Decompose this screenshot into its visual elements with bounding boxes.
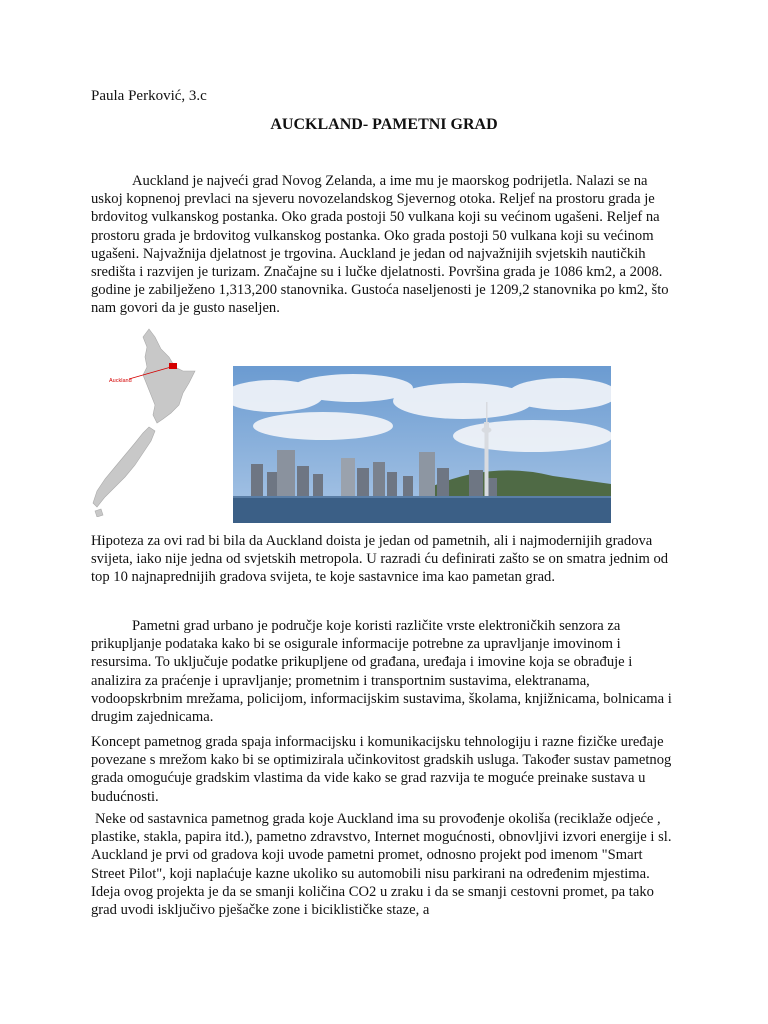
paragraph-intro: Auckland je najveći grad Novog Zelanda, a ime mu je maorskog podrijetla. Nalazi se na uskoj kopnenoj prevlaci na sjeveru novozelandskog Sjevernog otoka. Reljef na prostoru grada je brdovitog vulkanskog postanka. Oko grada postoji 50 vulkana koji su većinom ugašeni. Reljef na prostoru grada je brdovitog vulkanskog postanka. Oko grada postoji 50 vulkana koji su većinom ugašeni. Najvažnija djelatnost je trgovina. Auckland je jedan od najvažnijih svjetskih nautičkih središta i razvijen je turizam. Značajne su i lučke djelatnosti. Površina grada je 1086 km2, a 2008. godine je zabilježeno 1,313,200 stanovnika. Gustoća naseljenosti je 1209,2 stanovnika po km2, što nam govori da je gusto naseljen.	[91, 173, 669, 317]
paragraph-smart-city-definition: Pametni grad urbano je područje koje koristi različite vrste elektroničkih senzora za prikupljanje podataka kako bi se osigurale informacije potrebne za upravljanje imovinom i resursima. To uključuje podatke prikupljene od građana, uređaja i imovine koja se obrađuje i analizira za praćenje i upravljanje; prometnim i transportnim sustavima, elektranama, vodoopskrbnim mrežama, policijom, informacijskim sustavima, školama, knjižnicama, bolnicama i drugim zajednicama.	[91, 618, 672, 726]
auckland-highlight-marker	[169, 363, 177, 369]
north-island-shape	[143, 329, 195, 423]
map-label-auckland: Auckland	[109, 378, 132, 384]
paragraph-smart-city-concept: Koncept pametnog grada spaja informacijsku i komunikacijsku tehnologiju i razne fizičke uređaje povezane s mrežom kako bi se optimizirala učinkovitost gradskih usluga. Također sustav pametnog grada omogućuje gradskim vlastima da vide kako se grad razvija te moguće preinake sustava u budućnosti.	[91, 734, 672, 805]
paragraph-hypothesis: Hipoteza za ovi rad bi bila da Auckland doista je jedan od pametnih, ali i najmodernijih gradova svijeta, iako nije jedna od svjetskih metropola. U razradi ću definirati zašto se on smatra jednim od top 10 najnaprednijih gradova svijeta, te koje sastavnice ima kao pametan grad.	[91, 533, 669, 586]
harbour-water	[233, 496, 611, 523]
auckland-skyline-image	[233, 366, 611, 523]
new-zealand-map-image	[91, 327, 201, 517]
document-title: AUCKLAND- PAMETNI GRAD	[270, 116, 498, 133]
south-island-shape	[93, 427, 155, 507]
author-line: Paula Perković, 3.c	[91, 88, 207, 104]
stewart-island-shape	[95, 509, 103, 517]
paragraph-auckland-components: Neke od sastavnica pametnog grada koje Auckland ima su provođenje okoliša (reciklaže odjeće , plastike, stakla, papira itd.), pametno zdravstvo, Internet mogućnosti, obnovljivi izvori energije i sl. Auckland je prvi od gradova koji uvode pametni promet, odnosno projekt pod imenom "Smart Street Pilot", koji naplaćuje kazne ukoliko su automobili nisu parkirani na određenim mjestima. Ideja ovog projekta je da se smanji količina CO2 u zraku i da se smanji cestovni promet, pa tako grad uvodi isključivo pješačke zone i biciklističke staze, a	[91, 811, 672, 919]
